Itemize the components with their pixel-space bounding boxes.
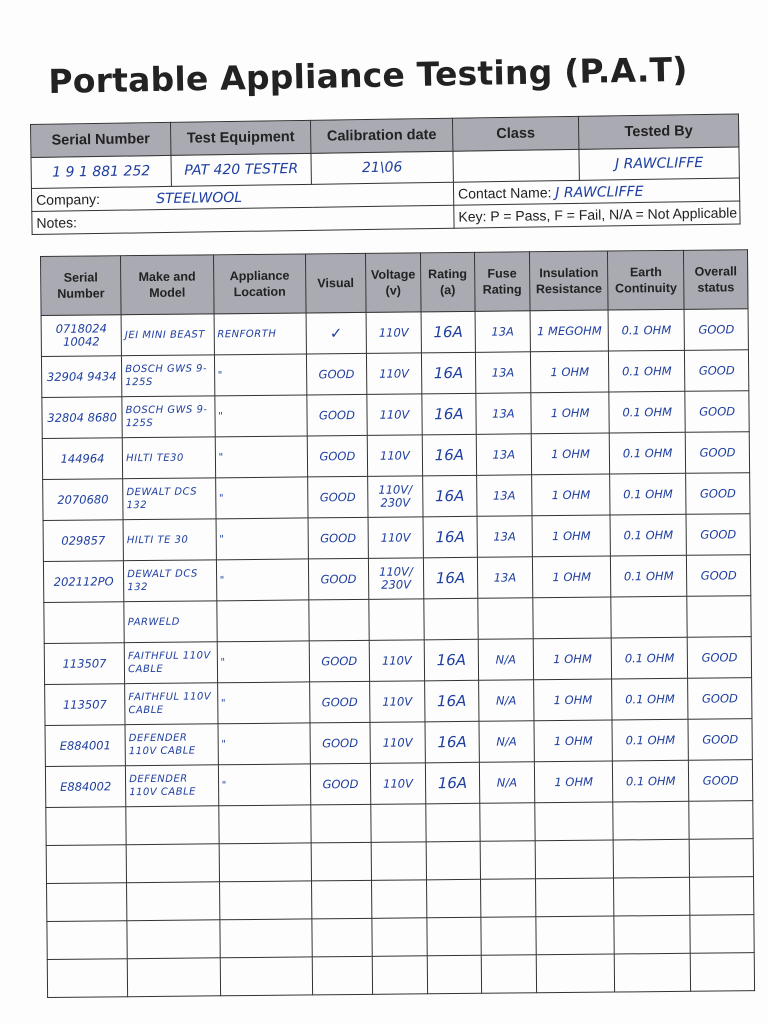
blank-cell [427, 917, 481, 956]
earth-continuity-cell: 0.1 OHM [611, 555, 687, 597]
blank-cell [312, 956, 372, 995]
blank-cell [613, 801, 689, 840]
tested-by-value: J RAWCLIFFE [579, 147, 739, 180]
blank-cell [311, 804, 371, 843]
fuse-rating-cell: 13A [475, 393, 531, 435]
serial-number-cell: 113507 [45, 684, 126, 726]
rating-cell: 16A [422, 352, 476, 394]
serial-number-cell: E884001 [45, 725, 126, 767]
rating-cell: 16A [424, 557, 478, 599]
location-cell: RENFORTH [214, 313, 307, 355]
test-equipment-value: PAT 420 TESTER [171, 153, 311, 186]
col-rating: Rating (a) [421, 252, 475, 312]
blank-cell [535, 802, 613, 841]
col-insulation: Insulation Resistance [530, 251, 609, 311]
serial-number-cell: 0718024 10042 [41, 315, 122, 357]
blank-cell [126, 844, 219, 883]
blank-cell [690, 915, 754, 954]
overall-status-cell: GOOD [684, 309, 748, 351]
blank-cell [47, 921, 128, 960]
blank-cell [127, 882, 220, 921]
rating-cell [424, 598, 478, 640]
col-make-model: Make and Model [121, 255, 214, 315]
make-model-cell: DEFENDER 110V CABLE [126, 765, 219, 807]
serial-number-cell: 202112PO [43, 561, 124, 603]
visual-cell: GOOD [307, 394, 367, 436]
insulation-cell: 1 OHM [531, 351, 609, 393]
class-value [453, 149, 579, 182]
voltage-cell: 110V [367, 435, 423, 477]
blank-cell [480, 879, 536, 918]
blank-cell [220, 957, 313, 996]
location-cell: " [218, 723, 311, 765]
voltage-cell: 110V [366, 312, 422, 354]
make-model-cell: PARWELD [124, 601, 217, 643]
make-model-cell: JEI MINI BEAST [121, 314, 214, 356]
earth-continuity-cell: 0.1 OHM [612, 719, 688, 761]
overall-status-cell: GOOD [688, 719, 752, 761]
visual-cell: GOOD [309, 558, 369, 600]
col-visual: Visual [306, 253, 366, 313]
location-cell: " [215, 477, 308, 519]
location-cell: " [214, 395, 307, 437]
insulation-cell: 1 OHM [534, 720, 612, 762]
visual-cell [309, 599, 369, 641]
location-cell [216, 600, 309, 642]
blank-cell [481, 955, 537, 994]
insulation-cell: 1 OHM [533, 556, 611, 598]
fuse-rating-cell: N/A [478, 639, 534, 681]
blank-cell [312, 918, 372, 957]
rating-cell: 16A [425, 721, 479, 763]
results-body [41, 309, 755, 998]
make-model-cell: FAITHFUL 110V CABLE [124, 642, 217, 684]
earth-continuity-cell: 0.1 OHM [608, 309, 684, 351]
blank-cell [370, 804, 426, 843]
page-title: Portable Appliance Testing (P.A.T) [48, 49, 688, 101]
visual-cell: GOOD [308, 517, 368, 559]
earth-continuity-cell: 0.1 OHM [609, 350, 685, 392]
blank-cell [689, 801, 753, 840]
blank-cell [47, 883, 128, 922]
company-value: STEELWOOL [156, 189, 243, 207]
results-table [40, 249, 755, 998]
overall-status-cell: GOOD [687, 555, 751, 597]
earth-continuity-cell: 0.1 OHM [609, 391, 685, 433]
header-block [30, 113, 740, 234]
make-model-cell: BOSCH GWS 9-125S [122, 396, 215, 438]
serial-number-cell: E884002 [45, 766, 126, 808]
rating-cell: 16A [421, 311, 475, 353]
insulation-cell: 1 OHM [534, 761, 612, 803]
blank-cell [47, 959, 128, 998]
blank-cell [480, 841, 536, 880]
fuse-rating-cell: 13A [477, 516, 533, 558]
overall-status-cell: GOOD [687, 637, 751, 679]
fuse-rating-cell: N/A [479, 721, 535, 763]
voltage-cell: 110V [369, 640, 425, 682]
blank-cell [690, 877, 754, 916]
voltage-cell: 110V/ 230V [367, 476, 423, 518]
visual-cell: GOOD [307, 353, 367, 395]
fuse-rating-cell: 13A [475, 311, 531, 353]
table-row [43, 473, 750, 521]
voltage-cell: 110V [366, 353, 422, 395]
voltage-cell: 110V [369, 681, 425, 723]
blank-cell [536, 878, 614, 917]
calibration-date-value: 21\06 [311, 151, 453, 184]
make-model-cell: DEWALT DCS 132 [124, 560, 217, 602]
blank-cell [690, 953, 754, 992]
insulation-cell: 1 OHM [532, 474, 610, 516]
table-row [45, 678, 752, 726]
rating-cell: 16A [424, 639, 478, 681]
blank-cell [614, 915, 690, 954]
blank-cell [220, 919, 313, 958]
fuse-rating-cell: 13A [477, 557, 533, 599]
earth-continuity-cell [611, 596, 687, 638]
blank-cell [372, 918, 428, 957]
make-model-cell: HILTI TE 30 [123, 519, 216, 561]
overall-status-cell: GOOD [685, 350, 749, 392]
table-row [44, 637, 751, 685]
visual-cell: GOOD [310, 763, 370, 805]
rating-cell: 16A [426, 762, 480, 804]
company-label: Company: [36, 190, 101, 208]
table-row [43, 514, 750, 562]
earth-continuity-cell: 0.1 OHM [610, 514, 686, 556]
blank-cell [312, 880, 372, 919]
header-col-calibration: Calibration date [310, 118, 452, 153]
blank-cell [46, 845, 127, 884]
blank-cell [479, 803, 535, 842]
earth-continuity-cell: 0.1 OHM [612, 678, 688, 720]
fuse-rating-cell: 13A [476, 475, 532, 517]
location-cell: " [214, 354, 307, 396]
col-earth-continuity: Earth Continuity [608, 250, 685, 310]
key-cell [454, 201, 740, 228]
blank-cell [219, 843, 312, 882]
blank-cell [689, 839, 753, 878]
blank-cell [127, 920, 220, 959]
location-cell: " [218, 764, 311, 806]
blank-cell [218, 805, 311, 844]
voltage-cell [369, 599, 425, 641]
insulation-cell: 1 OHM [532, 515, 610, 557]
insulation-cell: 1 OHM [531, 392, 609, 434]
table-row [43, 555, 750, 603]
earth-continuity-cell: 0.1 OHM [611, 637, 687, 679]
overall-status-cell: GOOD [686, 514, 750, 556]
header-table [30, 113, 741, 235]
earth-continuity-cell: 0.1 OHM [613, 760, 689, 802]
serial-number-cell: 029857 [43, 520, 124, 562]
location-cell: " [215, 436, 308, 478]
blank-cell [480, 917, 536, 956]
col-location: Appliance Location [213, 254, 306, 314]
location-cell: " [216, 518, 309, 560]
blank-cell [535, 840, 613, 879]
table-row [42, 432, 749, 480]
insulation-cell: 1 MEGOHM [530, 310, 608, 352]
table-row [45, 719, 752, 767]
overall-status-cell: GOOD [686, 473, 750, 515]
blank-cell [614, 953, 690, 992]
make-model-cell: HILTI TE30 [122, 437, 215, 479]
header-col-serial: Serial Number [31, 122, 171, 157]
blank-cell [372, 956, 428, 995]
voltage-cell: 110V [370, 763, 426, 805]
notes-cell [32, 205, 454, 234]
blank-cell [219, 881, 312, 920]
location-cell: " [217, 682, 310, 724]
blank-cell [46, 807, 127, 846]
overall-status-cell: GOOD [685, 432, 749, 474]
serial-number-cell: 2070680 [43, 479, 124, 521]
table-row [44, 596, 751, 644]
table-row [41, 350, 748, 398]
fuse-rating-cell: N/A [478, 680, 534, 722]
rating-cell: 16A [422, 393, 476, 435]
blank-cell [536, 916, 614, 955]
blank-cell [426, 803, 480, 842]
blank-cell [371, 880, 427, 919]
table-row [41, 309, 748, 357]
make-model-cell: FAITHFUL 110V CABLE [125, 683, 218, 725]
serial-number-cell: 32904 9434 [41, 356, 122, 398]
table-row [42, 391, 749, 439]
col-voltage: Voltage (v) [365, 253, 421, 313]
visual-cell: GOOD [308, 476, 368, 518]
header-col-tested-by: Tested By [578, 114, 738, 149]
insulation-cell: 1 OHM [533, 638, 611, 680]
visual-cell: GOOD [309, 640, 369, 682]
blank-cell [614, 877, 690, 916]
insulation-cell [533, 597, 611, 639]
serial-number-cell [44, 602, 125, 644]
key-text: Key: P = Pass, F = Fail, N/A = Not Applicable [458, 204, 738, 225]
blank-cell [536, 954, 614, 993]
voltage-cell: 110V [367, 394, 423, 436]
insulation-cell: 1 OHM [531, 433, 609, 475]
fuse-rating-cell: 13A [476, 434, 532, 476]
rating-cell: 16A [422, 434, 476, 476]
location-cell: " [217, 641, 310, 683]
serial-number-value: 1 9 1 881 252 [31, 155, 171, 188]
make-model-cell: DEWALT DCS 132 [123, 478, 216, 520]
results-block [40, 249, 755, 998]
blank-cell [126, 806, 219, 845]
visual-cell: ✓ [306, 312, 366, 354]
rating-cell: 16A [423, 516, 477, 558]
blank-cell [311, 842, 371, 881]
col-overall-status: Overall status [684, 250, 748, 310]
location-cell: " [216, 559, 309, 601]
overall-status-cell: GOOD [685, 391, 749, 433]
voltage-cell: 110V [368, 517, 424, 559]
blank-cell [426, 841, 480, 880]
serial-number-cell: 144964 [42, 438, 123, 480]
table-row [45, 760, 752, 808]
overall-status-cell [687, 596, 751, 638]
col-fuse-rating: Fuse Rating [474, 252, 530, 312]
contact-value: J RAWCLIFFE [555, 183, 644, 201]
visual-cell: GOOD [310, 722, 370, 764]
notes-label: Notes: [36, 214, 78, 231]
voltage-cell: 110V [370, 722, 426, 764]
fuse-rating-cell: N/A [479, 762, 535, 804]
visual-cell: GOOD [307, 435, 367, 477]
blank-table-row [47, 953, 754, 998]
earth-continuity-cell: 0.1 OHM [610, 473, 686, 515]
visual-cell: GOOD [310, 681, 370, 723]
fuse-rating-cell [477, 598, 533, 640]
header-col-class: Class [452, 116, 578, 151]
results-columns-row [41, 250, 749, 316]
serial-number-cell: 32804 8680 [42, 397, 123, 439]
voltage-cell: 110V/ 230V [368, 558, 424, 600]
rating-cell: 16A [423, 475, 477, 517]
make-model-cell: BOSCH GWS 9-125S [122, 355, 215, 397]
insulation-cell: 1 OHM [534, 679, 612, 721]
serial-number-cell: 113507 [44, 643, 125, 685]
overall-status-cell: GOOD [689, 760, 753, 802]
blank-cell [613, 839, 689, 878]
fuse-rating-cell: 13A [475, 352, 531, 394]
blank-cell [371, 842, 427, 881]
col-serial-number: Serial Number [41, 256, 122, 316]
blank-cell [427, 955, 481, 994]
blank-cell [127, 958, 220, 997]
earth-continuity-cell: 0.1 OHM [609, 432, 685, 474]
make-model-cell: DEFENDER 110V CABLE [125, 724, 218, 766]
header-col-equipment: Test Equipment [170, 120, 310, 155]
contact-label: Contact Name: [457, 183, 552, 202]
blank-cell [427, 879, 481, 918]
rating-cell: 16A [425, 680, 479, 722]
overall-status-cell: GOOD [688, 678, 752, 720]
